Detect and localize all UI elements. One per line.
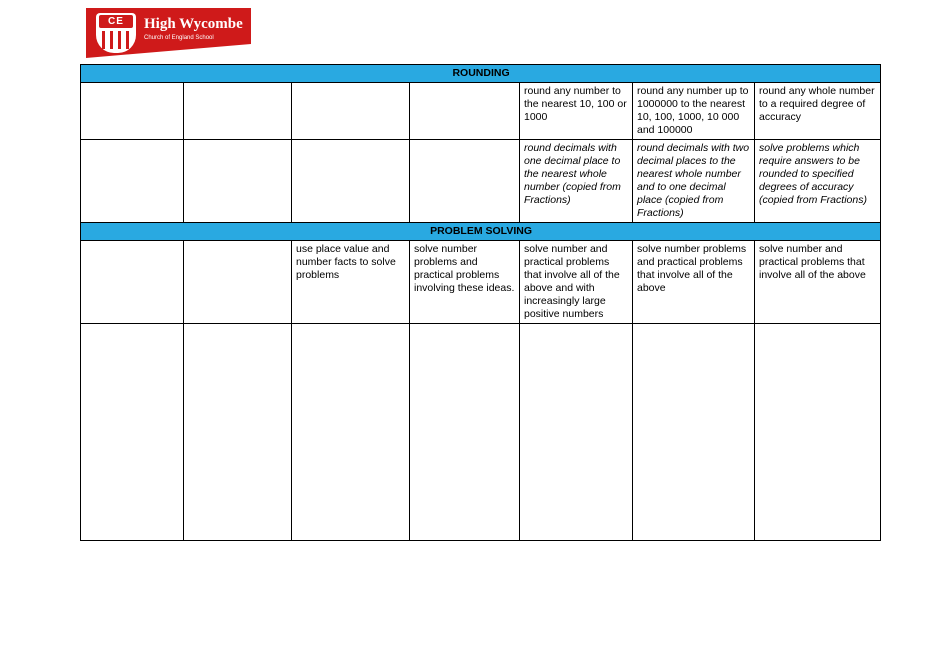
table-cell: solve number and practical problems that involve all of the above and with increasingly large positive numbers — [520, 241, 633, 324]
table-cell: solve number problems and practical problems involving these ideas. — [410, 241, 520, 324]
table-cell: round any number to the nearest 10, 100 or 1000 — [520, 83, 633, 140]
table-cell — [81, 140, 184, 223]
logo-text-block — [144, 16, 243, 43]
table-cell: solve number problems and practical problems that involve all of the above — [633, 241, 755, 324]
table-cell — [184, 140, 292, 223]
table-cell: round any whole number to a required degree of accuracy — [755, 83, 881, 140]
curriculum-sheet — [80, 64, 880, 541]
table-cell — [520, 324, 633, 541]
table-cell — [633, 324, 755, 541]
table-cell: solve problems which require answers to be rounded to specified degrees of accuracy (copied from Fractions) — [755, 140, 881, 223]
table-cell — [292, 83, 410, 140]
crest-icon — [96, 13, 136, 53]
section-band-rounding — [81, 65, 881, 83]
table-cell: round any number up to 1000000 to the nearest 10, 100, 1000, 10 000 and 100000 — [633, 83, 755, 140]
table-cell — [410, 140, 520, 223]
crest-stripes — [102, 31, 130, 49]
table-cell — [81, 324, 184, 541]
table-cell — [292, 324, 410, 541]
section-band-label: ROUNDING — [81, 65, 881, 83]
table-cell: use place value and number facts to solve problems — [292, 241, 410, 324]
school-subtitle: Church of England School — [144, 35, 214, 41]
table-cell: solve number and practical problems that involve all of the above — [755, 241, 881, 324]
table-cell — [184, 241, 292, 324]
table-cell — [184, 324, 292, 541]
crest-letters: CE — [99, 15, 133, 28]
section-band-label: PROBLEM SOLVING — [81, 223, 881, 241]
table-cell: round decimals with one decimal place to the nearest whole number (copied from Fractions) — [520, 140, 633, 223]
table-cell — [81, 241, 184, 324]
table-cell — [410, 324, 520, 541]
table-row — [81, 140, 881, 223]
school-name: High Wycombe — [144, 16, 243, 32]
table-cell — [184, 83, 292, 140]
table-cell — [81, 83, 184, 140]
section-band-problem-solving — [81, 223, 881, 241]
curriculum-table — [80, 64, 881, 541]
table-row — [81, 83, 881, 140]
table-cell: round decimals with two decimal places to the nearest whole number and to one decimal place (copied from Fractions) — [633, 140, 755, 223]
school-logo — [86, 8, 251, 58]
table-row — [81, 241, 881, 324]
table-row-spacer — [81, 324, 881, 541]
table-cell — [292, 140, 410, 223]
table-cell — [410, 83, 520, 140]
table-cell — [755, 324, 881, 541]
